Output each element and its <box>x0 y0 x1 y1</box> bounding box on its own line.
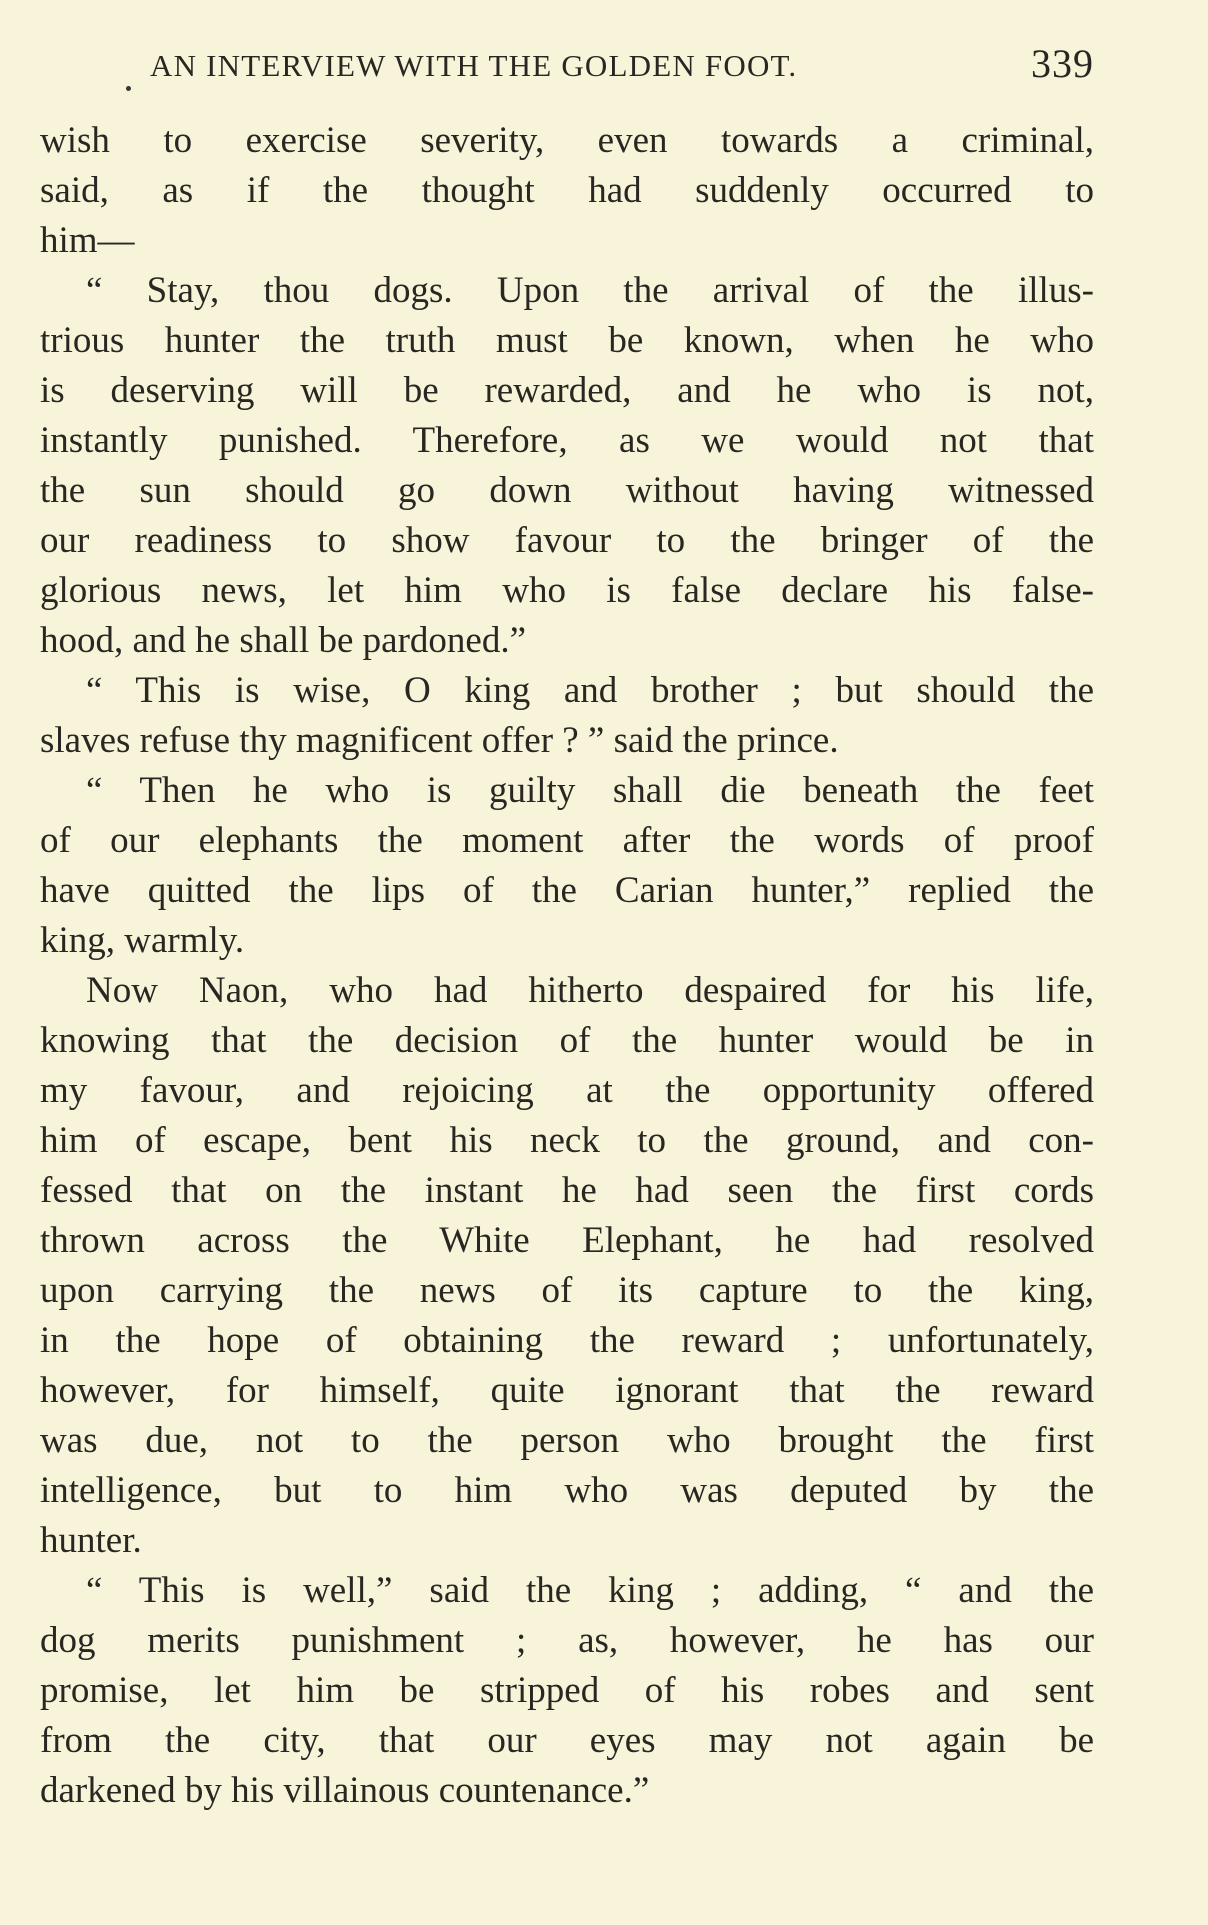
text-line: my favour, and rejoicing at the opportunity offered <box>40 1070 1094 1111</box>
text-line: in the hope of obtaining the reward ; unfortunately, <box>40 1320 1094 1361</box>
text-line: knowing that the decision of the hunter would be in <box>40 1020 1094 1061</box>
text-line: fessed that on the instant he had seen the first cords <box>40 1170 1094 1211</box>
running-header <box>150 40 1094 90</box>
text-line: was due, not to the person who brought the first <box>40 1420 1094 1461</box>
text-line: however, for himself, quite ignorant that the reward <box>40 1370 1094 1411</box>
text-line: promise, let him be stripped of his robes and sent <box>40 1670 1094 1711</box>
text-line: king, warmly. <box>40 920 245 961</box>
text-line: slaves refuse thy magnificent offer ? ” said the prince. <box>40 720 839 761</box>
text-line: have quitted the lips of the Carian hunter,” replied the <box>40 870 1094 911</box>
text-line: wish to exercise severity, even towards a criminal, <box>40 120 1094 161</box>
text-line: is deserving will be rewarded, and he who is not, <box>40 370 1094 411</box>
text-line: “ Then he who is guilty shall die beneath the feet <box>86 770 1094 811</box>
text-line: hunter. <box>40 1520 142 1561</box>
text-line: Now Naon, who had hitherto despaired for his life, <box>86 970 1094 1011</box>
text-line: him— <box>40 220 135 261</box>
text-line: from the city, that our eyes may not again be <box>40 1720 1094 1761</box>
text-line: instantly punished. Therefore, as we would not that <box>40 420 1094 461</box>
text-line: hood, and he shall be pardoned.” <box>40 620 526 661</box>
text-line: “ This is wise, O king and brother ; but should the <box>86 670 1094 711</box>
text-line: upon carrying the news of its capture to the king, <box>40 1270 1094 1311</box>
text-line: darkened by his villainous countenance.” <box>40 1770 650 1811</box>
printing-mark <box>126 86 131 91</box>
text-line: trious hunter the truth must be known, when he who <box>40 320 1094 361</box>
text-line: dog merits punishment ; as, however, he has our <box>40 1620 1094 1661</box>
text-line: our readiness to show favour to the bringer of the <box>40 520 1094 561</box>
text-line: glorious news, let him who is false declare his false- <box>40 570 1094 611</box>
text-line: thrown across the White Elephant, he had resolved <box>40 1220 1094 1261</box>
text-line: him of escape, bent his neck to the ground, and con- <box>40 1120 1094 1161</box>
text-line: “ This is well,” said the king ; adding, “ and the <box>86 1570 1094 1611</box>
text-line: intelligence, but to him who was deputed by the <box>40 1470 1094 1511</box>
page-number: 339 <box>1031 41 1094 86</box>
running-title: AN INTERVIEW WITH THE GOLDEN FOOT. <box>150 48 798 83</box>
body-text <box>40 116 1094 1816</box>
text-line: the sun should go down without having witnessed <box>40 470 1094 511</box>
text-line: said, as if the thought had suddenly occurred to <box>40 170 1094 211</box>
text-line: of our elephants the moment after the words of proof <box>40 820 1094 861</box>
text-line: “ Stay, thou dogs. Upon the arrival of the illus- <box>86 270 1094 311</box>
